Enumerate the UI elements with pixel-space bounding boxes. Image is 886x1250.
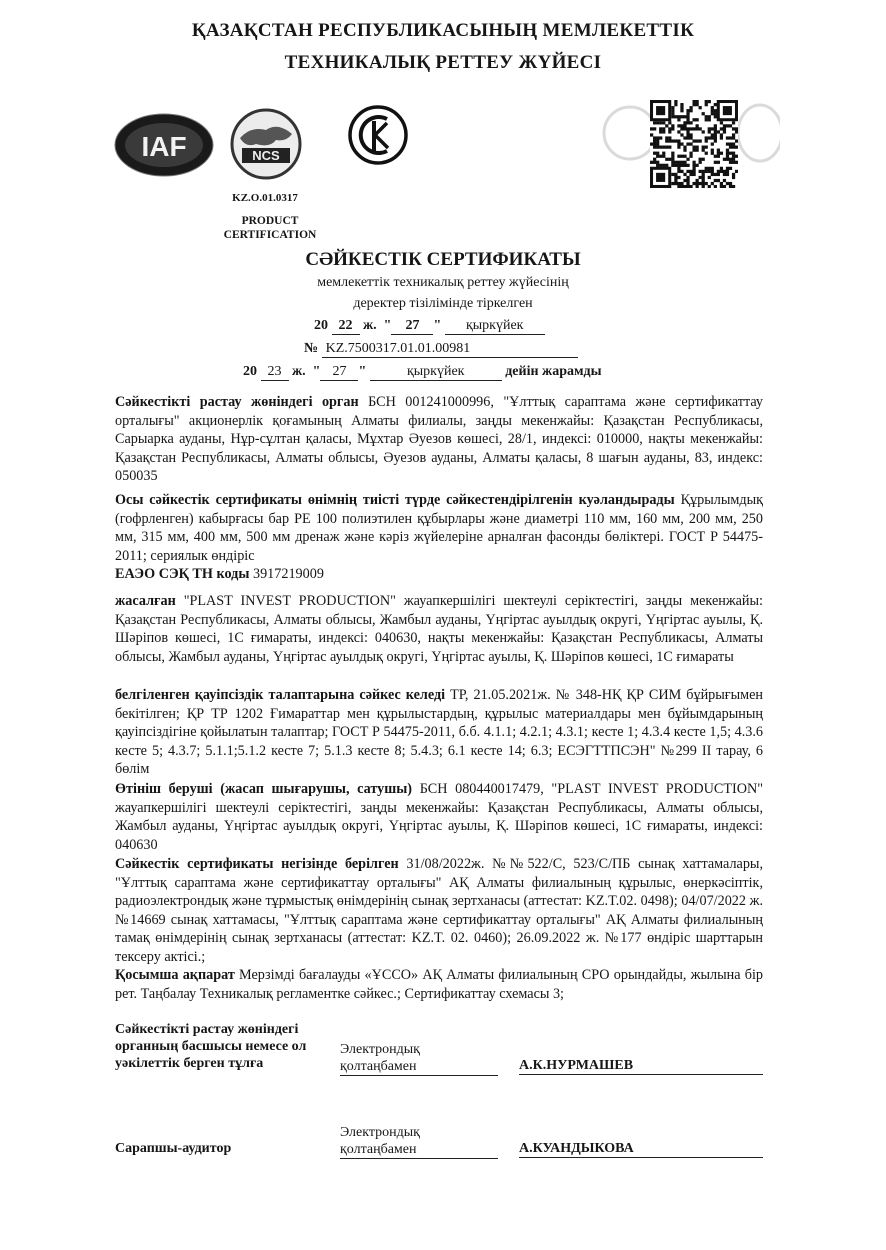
valid-year: 23 [261, 364, 289, 381]
number-label: № [304, 341, 319, 356]
expert-signature-method [340, 1124, 498, 1159]
head-label-line-2: органның басшысы немесе ол [115, 1039, 307, 1054]
certificate-subtitle-2: деректер тізілімінде тіркелген [353, 296, 533, 311]
issue-month: қыркүйек [445, 318, 545, 335]
header-line-1: ҚАЗАҚСТАН РЕСПУБЛИКАСЫНЫҢ МЕМЛЕКЕТТІК [191, 20, 695, 41]
product-section [115, 491, 763, 565]
expert-method-line-2: қолтаңбамен [340, 1142, 417, 1157]
issue-year: 22 [332, 318, 360, 335]
basis-label: Сәйкестік сертификаты негізінде берілген [115, 856, 399, 872]
additional-info-section [115, 966, 763, 1003]
valid-century: 20 [243, 364, 257, 379]
ncs-logo [226, 108, 306, 187]
iaf-logo [113, 112, 215, 183]
product-certification-label [205, 214, 335, 242]
manufacturer-section [115, 592, 763, 666]
hs-code-label: ЕАЭО СЭҚ ТН коды [115, 566, 250, 582]
certificate-number-row [304, 341, 578, 358]
certificate-number: KZ.7500317.01.01.00981 [322, 341, 578, 358]
valid-suffix: дейін жарамды [505, 364, 602, 379]
head-method-line-2: қолтаңбамен [340, 1059, 417, 1074]
head-signatory-name: А.К.НУРМАШЕВ [519, 1058, 763, 1075]
requirements-text: ТР, 21.05.2021ж. № 348-НҚ ҚР СИМ бұйрығымен бекітілген; ҚР ТР 1202 Ғимараттар мен құрылыстардың, құрылыс материалдары мен бұйымдарының қауіпсіздігіне қойылатын талаптар; ГОСТ Р 54475-2011, б.б. 4.1.1; 4.2.1; 4.3.1; кесте 1; 4.3.4 кесте 1,5; 4.3.6 кесте 5; 4.3.7; 5.1.1;5.1.2 кесте 7; 5.1.3 кесте 8; 5.4.3; 6.1 кесте 14; 6.3; ЕСЭГТТПСЭН" №299 II тарау, 6 бөлім [115, 687, 764, 778]
issue-year-suffix: ж. [363, 318, 377, 333]
issue-date: 20 22 ж. " 27 " қыркүйек [314, 318, 545, 335]
applicant-text: БСН 080440017479, "PLAST INVEST PRODUCTION" жауапкершілігі шектеулі серіктестігі, заңды мекенжайы: Қазақстан Республикасы, Алматы облысы, Жамбыл ауданы, Үңгіртас ауылдық округі, Үңгіртас ауылы, Қ. Шәріпов көшесі, 1С ғимараты, индексі: 040630 [115, 781, 764, 853]
head-signature-method [340, 1041, 498, 1076]
valid-month: қыркүйек [370, 364, 502, 381]
certification-body-section [115, 393, 763, 486]
hs-code-section [115, 565, 763, 584]
valid-year-suffix: ж. [292, 364, 306, 379]
requirements-section [115, 686, 763, 779]
head-signatory-label [115, 1021, 306, 1072]
certificate-subtitle-1: мемлекеттік техникалық реттеу жүйесінің [317, 275, 569, 290]
head-label-line-1: Сәйкестікті растау жөніндегі [115, 1022, 299, 1037]
valid-until-date: 20 23 ж. " 27 " қыркүйек дейін жарамды [243, 364, 602, 379]
certification-body-label: Сәйкестікті растау жөніндегі орган [115, 394, 359, 410]
basis-section [115, 855, 763, 967]
applicant-section [115, 780, 763, 854]
valid-day: 27 [320, 364, 358, 381]
requirements-label: белгіленген қауіпсіздік талаптарына сәйкес келеді [115, 687, 446, 703]
iaf-logo-text: IAF [141, 131, 187, 162]
expert-auditor-label: Сарапшы-аудитор [115, 1141, 232, 1156]
expert-auditor-name: А.КУАНДЫКОВА [519, 1141, 763, 1158]
additional-info-text: Мерзімді бағалауды «ҰССО» АҚ Алматы филиалының СРО орындайды, жылына бір рет. Таңбалау Техникалық регламентке сәйкес.; Сертификаттау схемасы 3; [115, 967, 763, 1002]
ncs-globe-icon [226, 108, 306, 182]
manufacturer-label: жасалған [115, 593, 176, 609]
accreditation-code: KZ.O.01.0317 [232, 192, 298, 204]
applicant-label: Өтініш беруші (жасап шығарушы, сатушы) [115, 781, 413, 797]
head-method-line-1: Электрондық [340, 1042, 420, 1057]
manufacturer-text: "PLAST INVEST PRODUCTION" жауапкершілігі шектеулі серіктестігі, заңды мекенжайы: Қазақстан Республикасы, Алматы облысы, Жамбыл ауданы, Үңгіртас ауылдық округі, Үңгіртас ауылы, Қ. Шәріпов көшесі, 1С ғимараты, индексі: 040630, нақты мекенжайы: Қазақстан Республикасы, Алматы облысы, Жамбыл ауданы, Үңгіртас ауылдық округі, Үңгіртас ауылы, Қ. Шәріпов көшесі, 1С ғимараты [115, 593, 764, 665]
certificate-title: СӘЙКЕСТІК СЕРТИФИКАТЫ [305, 249, 581, 270]
additional-info-label: Қосымша ақпарат [115, 967, 235, 983]
conformity-mark-icon [347, 104, 409, 166]
issue-day: 27 [391, 318, 433, 335]
header-line-2: ТЕХНИКАЛЫҚ РЕТТЕУ ЖҮЙЕСІ [284, 52, 602, 73]
basis-text: 31/08/2022ж. №№522/С, 523/С/ПБ сынақ хаттамалары, "Ұлттық сараптама және сертификаттау орталығы" АҚ Алматы филиалының құрылыс, өнеркәсіптік, радиоэлектрондық және тұрмыстық өнімдерінің сынақ зертханасы (аттестат: KZ.T.02. 0498); 04/07/2022 ж. №14669 сынақ хаттамасы, "Ұлттық сараптама және сертификаттау орталығы" АҚ Алматы филиалының тамақ өнімдерінің сынақ зертханасы (аттестат: KZ.T. 02. 0460); 26.09.2022 ж. №177 өндіріс шарттарын тексеру актісі.; [115, 856, 763, 965]
product-label-heading: Осы сәйкестік сертификаты өнімнің тиісті түрде сәйкестендірілгенін куәландырады [115, 492, 675, 508]
certification-body-text: БСН 001241000996, "Ұлттық сараптама және сертификаттау орталығы" акционерлік қоғамының Алматы филиалы, заңды мекенжайы: Қазақстан Республикасы, Сарыарка ауданы, Нұр-сұлтан қаласы, Мұхтар Әуезов көшесі, 28/1, индексі: 010000, нақты мекенжайы: Қазақстан Республикасы, Алматы облысы, Әуезов ауданы, Алматы қаласы, 8 шағын ауданы, 83, индекс: 050035 [115, 394, 764, 485]
qr-code [650, 100, 738, 193]
kz-conformity-mark [347, 104, 409, 171]
product-label: PRODUCT [241, 215, 299, 227]
hs-code-value: 3917219009 [252, 566, 324, 582]
issue-century: 20 [314, 318, 328, 333]
qr-code-icon [650, 100, 738, 188]
product-text: Құрылымдық (гофрленген) кабырғасы бар PE 100 полиэтилен құбырлары және диаметрі 110 мм, 160 мм, 200 мм, 250 мм, 315 мм, 400 мм, 500 мм дренаж және кәріз жүйелеріне арналған фасонды бөліктері. ГОСТ Р 54475-2011; сериялык өндіріс [115, 492, 763, 564]
iaf-logo-icon [113, 112, 215, 178]
ncs-logo-text: NCS [252, 148, 280, 163]
head-label-line-3: уәкілеттік берген тұлға [115, 1056, 264, 1071]
expert-method-line-1: Электрондық [340, 1125, 420, 1140]
certification-label: CERTIFICATION [223, 229, 317, 241]
